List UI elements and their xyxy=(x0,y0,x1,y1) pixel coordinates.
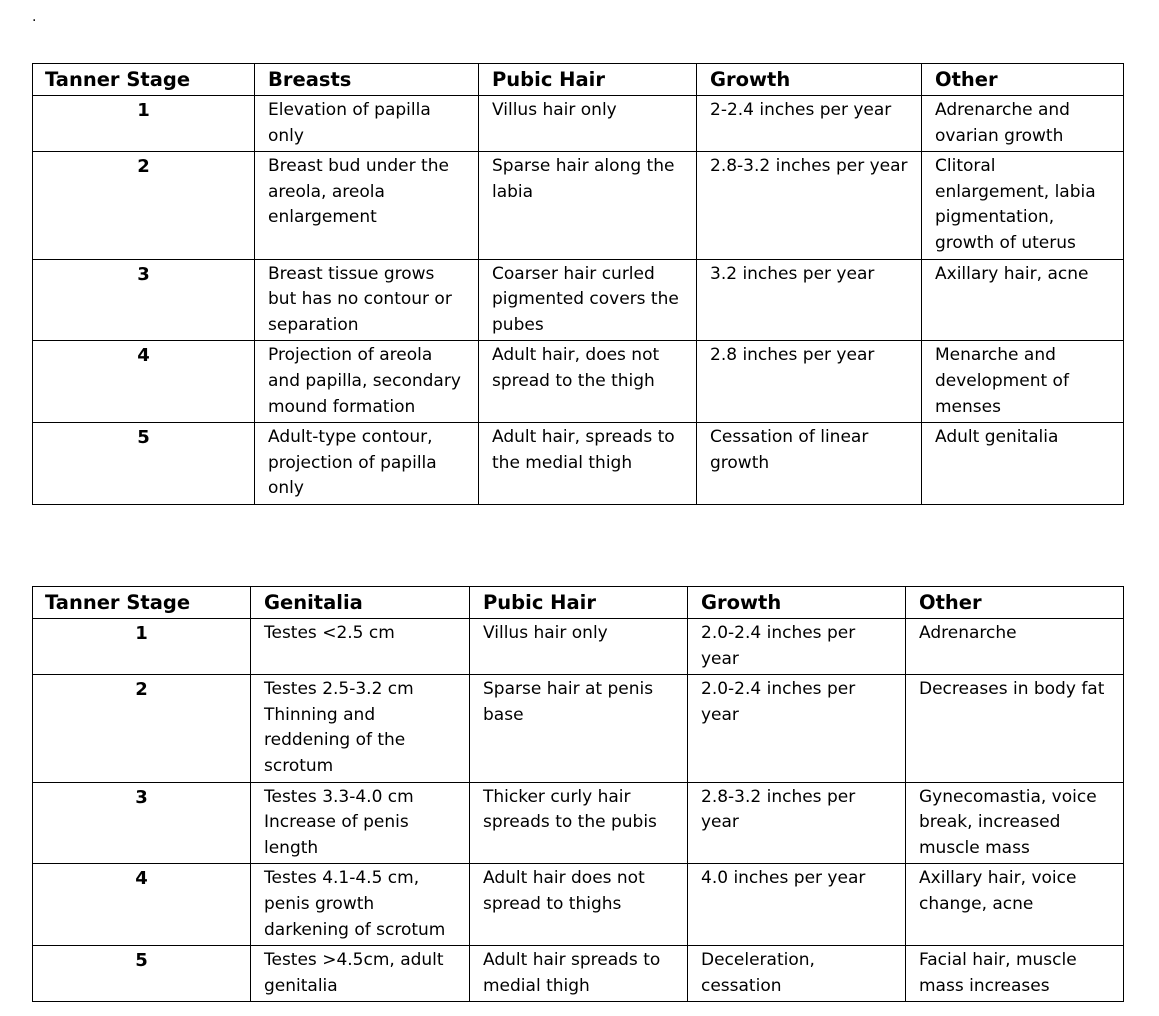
header-other: Other xyxy=(922,64,1124,96)
table-row xyxy=(33,96,1124,152)
growth-cell: Cessation of linear growth xyxy=(697,423,922,505)
table-row xyxy=(33,864,1124,946)
other-cell: Decreases in body fat xyxy=(906,675,1124,782)
growth-cell: 2.0-2.4 inches per year xyxy=(688,675,906,782)
stage-cell: 5 xyxy=(33,423,255,505)
stage-cell: 4 xyxy=(33,341,255,423)
growth-cell: 3.2 inches per year xyxy=(697,259,922,341)
pubic-hair-cell: Coarser hair curled pigmented covers the pubes xyxy=(479,259,697,341)
pubic-hair-cell: Sparse hair along the labia xyxy=(479,152,697,259)
header-genitalia: Genitalia xyxy=(251,587,470,619)
table-header-row xyxy=(33,587,1124,619)
other-cell: Adrenarche and ovarian growth xyxy=(922,96,1124,152)
other-cell: Axillary hair, acne xyxy=(922,259,1124,341)
genitalia-cell: Testes 3.3-4.0 cm Increase of penis length xyxy=(251,782,470,864)
table-row xyxy=(33,341,1124,423)
stray-dot: . xyxy=(32,9,37,25)
genitalia-cell: Testes 2.5-3.2 cm Thinning and reddening of the scrotum xyxy=(251,675,470,782)
genitalia-cell: Testes <2.5 cm xyxy=(251,619,470,675)
table-row xyxy=(33,619,1124,675)
female-tanner-stage-table xyxy=(32,63,1124,505)
table-row xyxy=(33,675,1124,782)
growth-cell: Deceleration, cessation xyxy=(688,946,906,1002)
other-cell: Clitoral enlargement, labia pigmentation, growth of uterus xyxy=(922,152,1124,259)
growth-cell: 2-2.4 inches per year xyxy=(697,96,922,152)
pubic-hair-cell: Adult hair does not spread to thighs xyxy=(470,864,688,946)
breasts-cell: Breast bud under the areola, areola enlargement xyxy=(255,152,479,259)
other-cell: Adult genitalia xyxy=(922,423,1124,505)
table-row xyxy=(33,946,1124,1002)
other-cell: Facial hair, muscle mass increases xyxy=(906,946,1124,1002)
stage-cell: 1 xyxy=(33,619,251,675)
header-growth: Growth xyxy=(697,64,922,96)
pubic-hair-cell: Villus hair only xyxy=(479,96,697,152)
pubic-hair-cell: Adult hair spreads to medial thigh xyxy=(470,946,688,1002)
breasts-cell: Elevation of papilla only xyxy=(255,96,479,152)
breasts-cell: Adult-type contour, projection of papilla only xyxy=(255,423,479,505)
growth-cell: 2.8-3.2 inches per year xyxy=(688,782,906,864)
other-cell: Adrenarche xyxy=(906,619,1124,675)
growth-cell: 4.0 inches per year xyxy=(688,864,906,946)
stage-cell: 3 xyxy=(33,259,255,341)
table-row xyxy=(33,152,1124,259)
header-other: Other xyxy=(906,587,1124,619)
header-growth: Growth xyxy=(688,587,906,619)
stage-cell: 2 xyxy=(33,675,251,782)
header-breasts: Breasts xyxy=(255,64,479,96)
growth-cell: 2.0-2.4 inches per year xyxy=(688,619,906,675)
pubic-hair-cell: Adult hair, spreads to the medial thigh xyxy=(479,423,697,505)
stage-cell: 3 xyxy=(33,782,251,864)
table-row xyxy=(33,259,1124,341)
table-row xyxy=(33,782,1124,864)
pubic-hair-cell: Sparse hair at penis base xyxy=(470,675,688,782)
other-cell: Gynecomastia, voice break, increased muscle mass xyxy=(906,782,1124,864)
header-pubic-hair: Pubic Hair xyxy=(479,64,697,96)
other-cell: Axillary hair, voice change, acne xyxy=(906,864,1124,946)
header-tanner-stage: Tanner Stage xyxy=(33,587,251,619)
pubic-hair-cell: Thicker curly hair spreads to the pubis xyxy=(470,782,688,864)
stage-cell: 4 xyxy=(33,864,251,946)
header-tanner-stage: Tanner Stage xyxy=(33,64,255,96)
growth-cell: 2.8-3.2 inches per year xyxy=(697,152,922,259)
stage-cell: 5 xyxy=(33,946,251,1002)
pubic-hair-cell: Villus hair only xyxy=(470,619,688,675)
genitalia-cell: Testes >4.5cm, adult genitalia xyxy=(251,946,470,1002)
breasts-cell: Projection of areola and papilla, secondary mound formation xyxy=(255,341,479,423)
growth-cell: 2.8 inches per year xyxy=(697,341,922,423)
male-tanner-stage-table xyxy=(32,586,1124,1002)
table-header-row xyxy=(33,64,1124,96)
genitalia-cell: Testes 4.1-4.5 cm, penis growth darkening of scrotum xyxy=(251,864,470,946)
stage-cell: 2 xyxy=(33,152,255,259)
table-row xyxy=(33,423,1124,505)
pubic-hair-cell: Adult hair, does not spread to the thigh xyxy=(479,341,697,423)
other-cell: Menarche and development of menses xyxy=(922,341,1124,423)
header-pubic-hair: Pubic Hair xyxy=(470,587,688,619)
breasts-cell: Breast tissue grows but has no contour or separation xyxy=(255,259,479,341)
stage-cell: 1 xyxy=(33,96,255,152)
